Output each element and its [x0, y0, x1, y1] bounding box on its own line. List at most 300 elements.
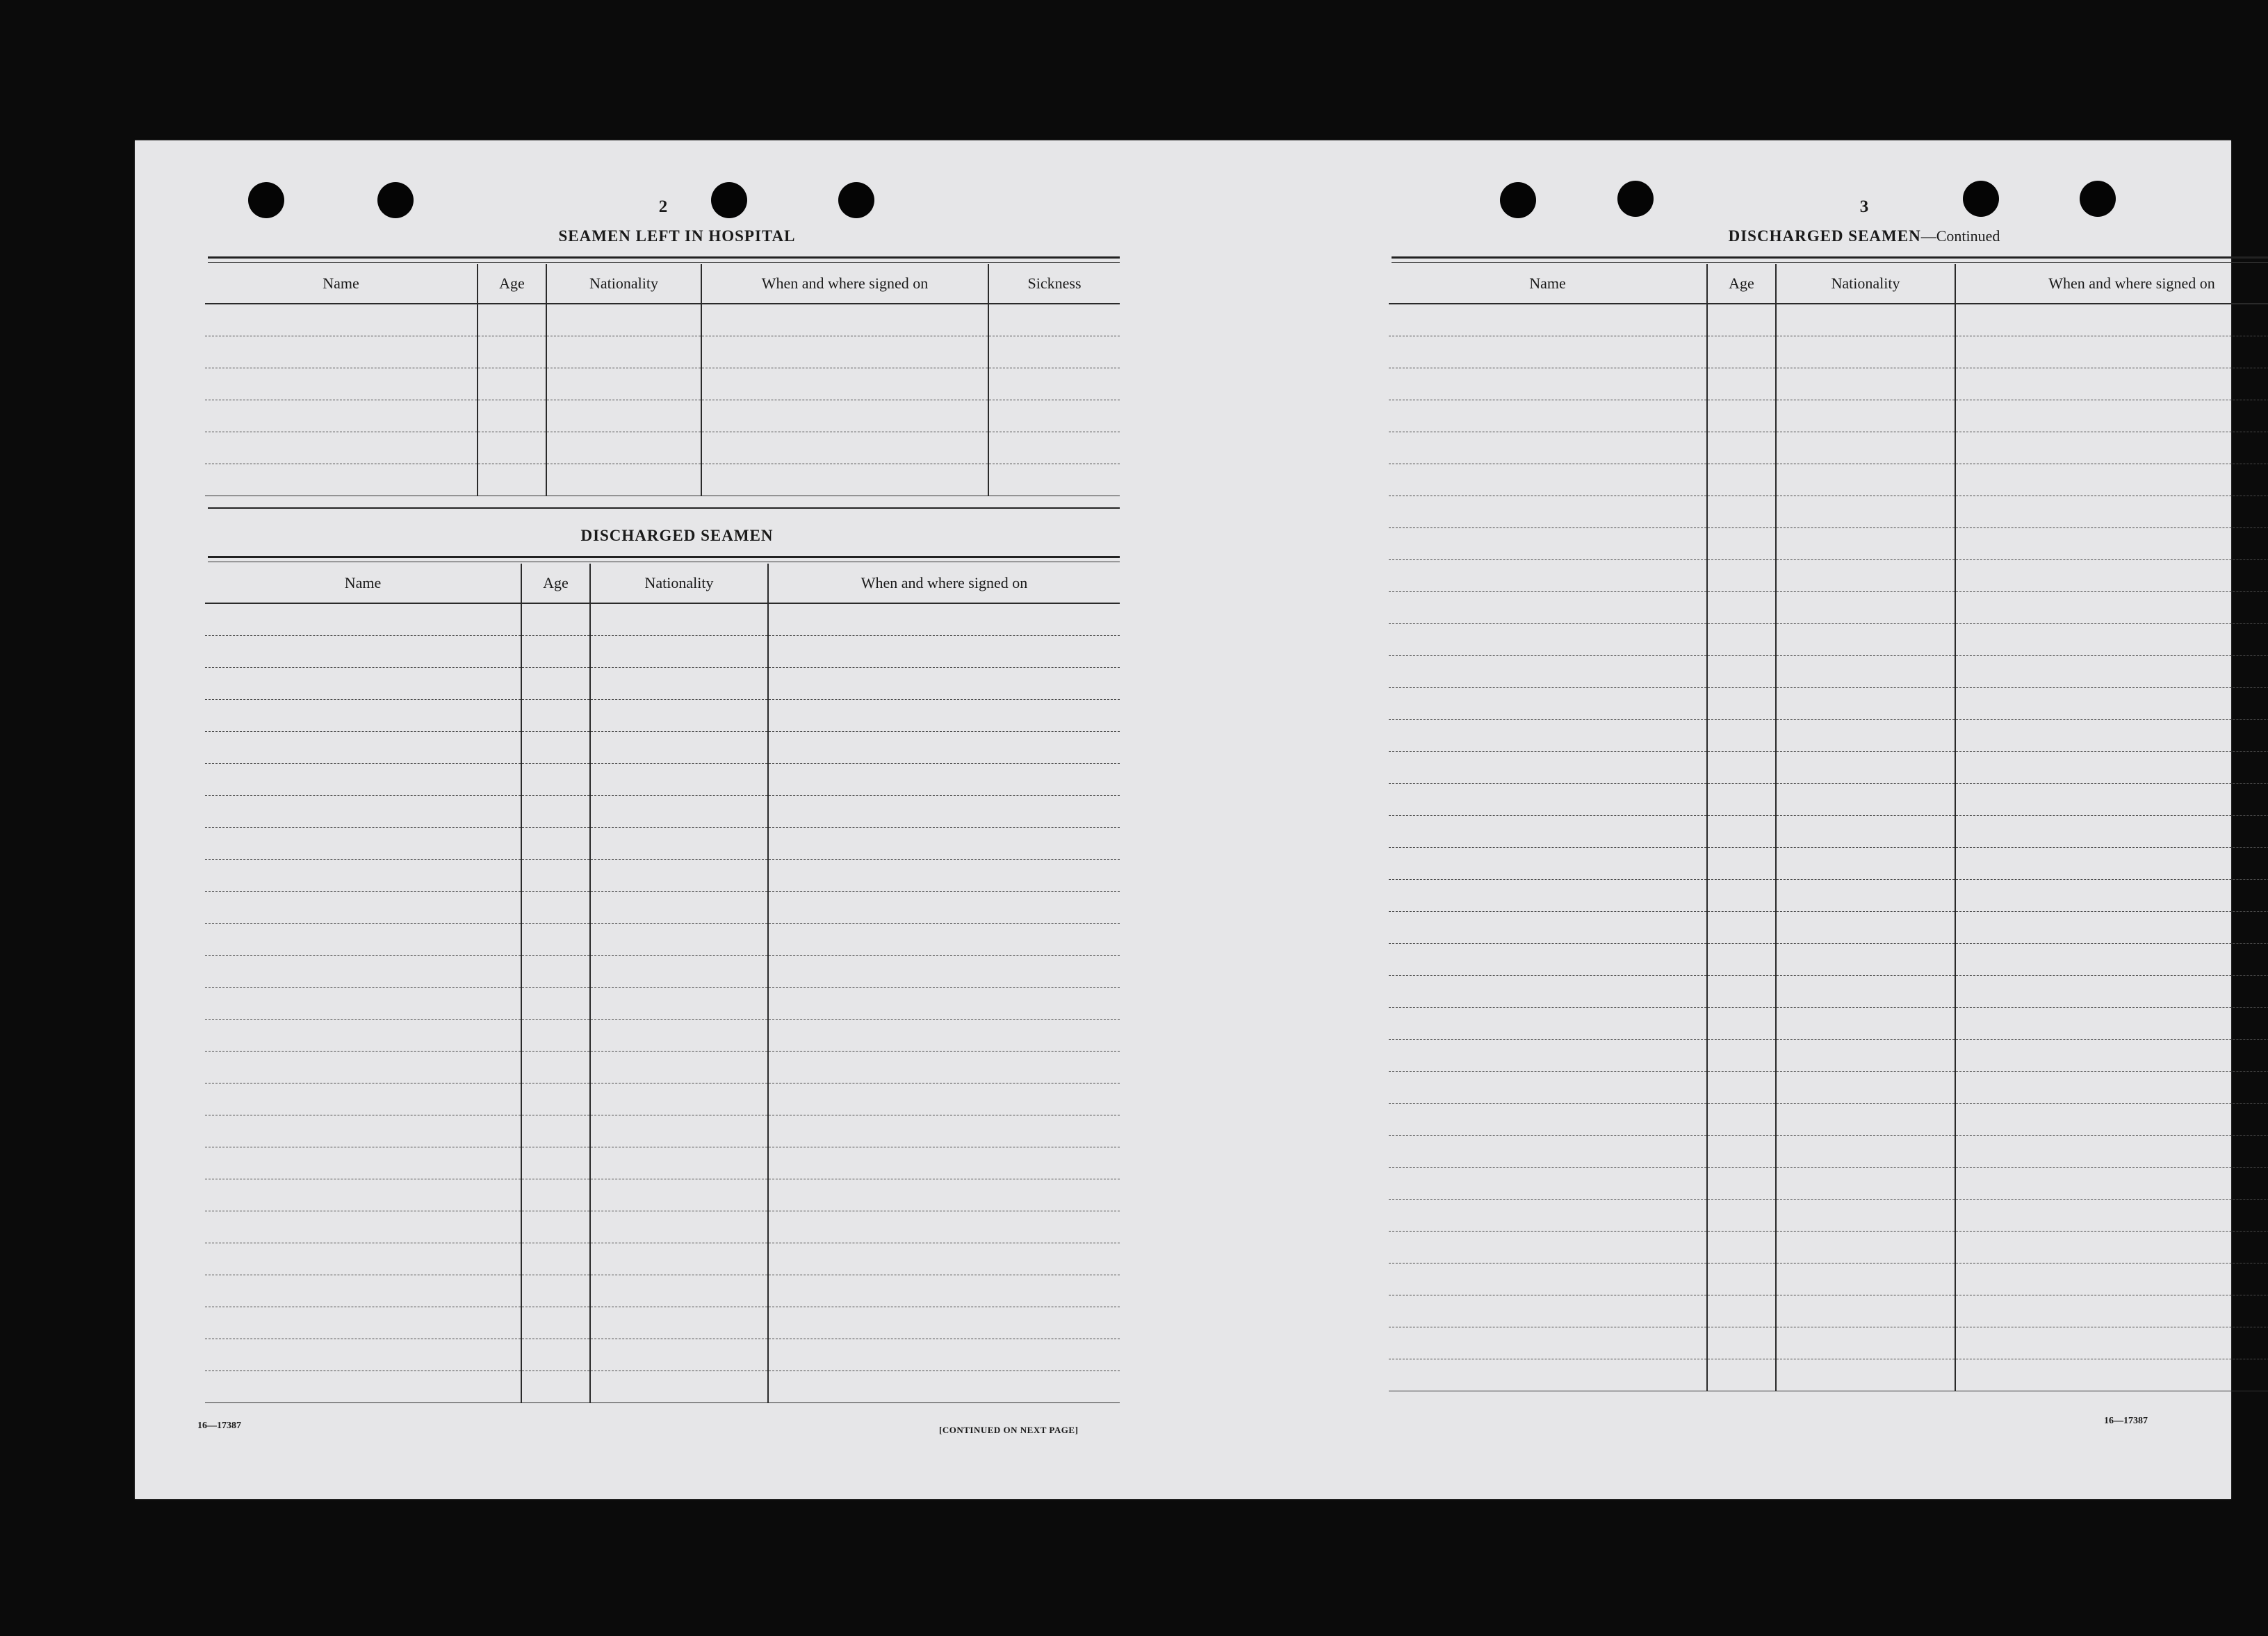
table-row	[205, 432, 1120, 464]
signed-on-cell[interactable]	[768, 1052, 1120, 1083]
nationality-cell[interactable]	[590, 1115, 768, 1147]
name-cell[interactable]	[1389, 336, 1707, 368]
age-cell[interactable]	[1707, 1072, 1776, 1104]
signed-on-cell[interactable]	[1955, 528, 2268, 560]
age-cell[interactable]	[1707, 688, 1776, 720]
signed-on-cell[interactable]	[768, 1307, 1120, 1339]
rule	[1392, 256, 2268, 259]
table-row	[1389, 528, 2268, 560]
age-cell[interactable]	[1707, 816, 1776, 848]
name-cell[interactable]	[205, 860, 521, 892]
signed-on-cell[interactable]	[1955, 816, 2268, 848]
signed-on-cell[interactable]	[1955, 336, 2268, 368]
age-cell[interactable]	[478, 336, 546, 368]
table-row	[1389, 1008, 2268, 1040]
age-cell[interactable]	[1707, 1200, 1776, 1232]
name-cell[interactable]	[1389, 1072, 1707, 1104]
name-cell[interactable]	[1389, 816, 1707, 848]
age-cell[interactable]	[521, 860, 590, 892]
name-cell[interactable]	[1389, 1232, 1707, 1263]
table-row	[205, 988, 1120, 1020]
age-cell[interactable]	[521, 956, 590, 988]
nationality-cell[interactable]	[590, 1307, 768, 1339]
signed-on-cell[interactable]	[768, 1211, 1120, 1243]
age-cell[interactable]	[478, 368, 546, 400]
signed-on-cell[interactable]	[768, 1179, 1120, 1211]
signed-on-cell[interactable]	[1955, 1168, 2268, 1200]
age-cell[interactable]	[1707, 336, 1776, 368]
age-cell[interactable]	[1707, 848, 1776, 880]
signed-on-cell[interactable]	[1955, 1200, 2268, 1232]
sickness-cell[interactable]	[988, 432, 1120, 464]
signed-on-cell[interactable]	[768, 764, 1120, 796]
name-cell[interactable]	[1389, 304, 1707, 336]
table-row	[1389, 816, 2268, 848]
signed-on-cell[interactable]	[1955, 720, 2268, 752]
age-cell[interactable]	[521, 1147, 590, 1179]
name-cell[interactable]	[205, 924, 521, 956]
name-cell[interactable]	[1389, 1295, 1707, 1327]
nationality-cell[interactable]	[1776, 976, 1955, 1008]
age-cell[interactable]	[1707, 496, 1776, 528]
signed-on-cell[interactable]	[768, 1339, 1120, 1371]
name-cell[interactable]	[205, 368, 478, 400]
signed-on-cell[interactable]	[1955, 368, 2268, 400]
nationality-cell[interactable]	[590, 1275, 768, 1307]
name-cell[interactable]	[1389, 560, 1707, 592]
nationality-cell[interactable]	[1776, 592, 1955, 624]
age-cell[interactable]	[521, 668, 590, 700]
age-cell[interactable]	[1707, 1359, 1776, 1391]
age-cell[interactable]	[521, 1020, 590, 1052]
name-cell[interactable]	[205, 988, 521, 1020]
signed-on-cell[interactable]	[768, 603, 1120, 636]
nationality-cell[interactable]	[1776, 1327, 1955, 1359]
age-cell[interactable]	[1707, 784, 1776, 816]
name-cell[interactable]	[205, 400, 478, 432]
name-cell[interactable]	[205, 828, 521, 860]
name-cell[interactable]	[1389, 656, 1707, 688]
name-cell[interactable]	[1389, 1200, 1707, 1232]
nationality-cell[interactable]	[590, 603, 768, 636]
signed-on-cell[interactable]	[1955, 1104, 2268, 1136]
name-cell[interactable]	[205, 1371, 521, 1403]
name-cell[interactable]	[205, 764, 521, 796]
age-cell[interactable]	[1707, 880, 1776, 912]
nationality-cell[interactable]	[546, 400, 701, 432]
age-cell[interactable]	[1707, 1168, 1776, 1200]
nationality-cell[interactable]	[1776, 560, 1955, 592]
table-row	[1389, 1168, 2268, 1200]
name-cell[interactable]	[205, 1179, 521, 1211]
table-row	[205, 336, 1120, 368]
nationality-cell[interactable]	[1776, 912, 1955, 944]
signed-on-cell[interactable]	[701, 304, 988, 336]
nationality-cell[interactable]	[590, 828, 768, 860]
signed-on-cell[interactable]	[701, 368, 988, 400]
column-header-nationality: Nationality	[1776, 264, 1955, 304]
name-cell[interactable]	[1389, 528, 1707, 560]
nationality-cell[interactable]	[1776, 432, 1955, 464]
age-cell[interactable]	[1707, 592, 1776, 624]
column-header-sickness: Sickness	[988, 264, 1120, 304]
age-cell[interactable]	[478, 464, 546, 496]
name-cell[interactable]	[1389, 944, 1707, 976]
nationality-cell[interactable]	[1776, 1359, 1955, 1391]
nationality-cell[interactable]	[590, 1243, 768, 1275]
name-cell[interactable]	[205, 1083, 521, 1115]
age-cell[interactable]	[1707, 1104, 1776, 1136]
name-cell[interactable]	[205, 1211, 521, 1243]
signed-on-cell[interactable]	[1955, 1295, 2268, 1327]
age-cell[interactable]	[1707, 1040, 1776, 1072]
name-cell[interactable]	[1389, 464, 1707, 496]
name-cell[interactable]	[205, 1020, 521, 1052]
table-row	[1389, 368, 2268, 400]
nationality-cell[interactable]	[1776, 1232, 1955, 1263]
signed-on-cell[interactable]	[768, 1020, 1120, 1052]
signed-on-cell[interactable]	[1955, 1072, 2268, 1104]
name-cell[interactable]	[205, 956, 521, 988]
nationality-cell[interactable]	[590, 1211, 768, 1243]
age-cell[interactable]	[521, 1275, 590, 1307]
name-cell[interactable]	[1389, 496, 1707, 528]
signed-on-cell[interactable]	[1955, 848, 2268, 880]
signed-on-cell[interactable]	[768, 1275, 1120, 1307]
age-cell[interactable]	[1707, 1327, 1776, 1359]
nationality-cell[interactable]	[1776, 624, 1955, 656]
name-cell[interactable]	[205, 1275, 521, 1307]
rule	[208, 556, 1120, 558]
signed-on-cell[interactable]	[1955, 976, 2268, 1008]
age-cell[interactable]	[478, 400, 546, 432]
age-cell[interactable]	[521, 1243, 590, 1275]
age-cell[interactable]	[1707, 976, 1776, 1008]
table-row	[1389, 464, 2268, 496]
table-row	[205, 1020, 1120, 1052]
name-cell[interactable]	[1389, 1263, 1707, 1295]
age-cell[interactable]	[1707, 464, 1776, 496]
sickness-cell[interactable]	[988, 304, 1120, 336]
age-cell[interactable]	[521, 892, 590, 924]
nationality-cell[interactable]	[590, 1371, 768, 1403]
table-row	[205, 700, 1120, 732]
nationality-cell[interactable]	[590, 988, 768, 1020]
signed-on-cell[interactable]	[701, 336, 988, 368]
age-cell[interactable]	[521, 1115, 590, 1147]
nationality-cell[interactable]	[590, 668, 768, 700]
nationality-cell[interactable]	[590, 796, 768, 828]
nationality-cell[interactable]	[590, 1179, 768, 1211]
name-cell[interactable]	[1389, 688, 1707, 720]
name-cell[interactable]	[1389, 592, 1707, 624]
signed-on-cell[interactable]	[768, 1147, 1120, 1179]
age-cell[interactable]	[1707, 1008, 1776, 1040]
signed-on-cell[interactable]	[1955, 1040, 2268, 1072]
age-cell[interactable]	[521, 1307, 590, 1339]
signed-on-cell[interactable]	[768, 668, 1120, 700]
signed-on-cell[interactable]	[768, 860, 1120, 892]
sickness-cell[interactable]	[988, 368, 1120, 400]
age-cell[interactable]	[521, 636, 590, 668]
nationality-cell[interactable]	[1776, 816, 1955, 848]
signed-on-cell[interactable]	[1955, 880, 2268, 912]
name-cell[interactable]	[1389, 784, 1707, 816]
nationality-cell[interactable]	[590, 1083, 768, 1115]
nationality-cell[interactable]	[1776, 1072, 1955, 1104]
nationality-cell[interactable]	[1776, 1104, 1955, 1136]
age-cell[interactable]	[521, 764, 590, 796]
signed-on-cell[interactable]	[768, 700, 1120, 732]
nationality-cell[interactable]	[1776, 784, 1955, 816]
age-cell[interactable]	[1707, 432, 1776, 464]
age-cell[interactable]	[521, 1179, 590, 1211]
nationality-cell[interactable]	[1776, 1136, 1955, 1168]
age-cell[interactable]	[1707, 400, 1776, 432]
name-cell[interactable]	[205, 1147, 521, 1179]
name-cell[interactable]	[1389, 1040, 1707, 1072]
signed-on-cell[interactable]	[1955, 912, 2268, 944]
age-cell[interactable]	[521, 603, 590, 636]
signed-on-cell[interactable]	[768, 988, 1120, 1020]
age-cell[interactable]	[478, 304, 546, 336]
nationality-cell[interactable]	[546, 368, 701, 400]
nationality-cell[interactable]	[1776, 496, 1955, 528]
name-cell[interactable]	[205, 700, 521, 732]
table-row	[205, 603, 1120, 636]
nationality-cell[interactable]	[590, 732, 768, 764]
nationality-cell[interactable]	[1776, 752, 1955, 784]
table-row	[205, 400, 1120, 432]
signed-on-cell[interactable]	[1955, 432, 2268, 464]
nationality-cell[interactable]	[1776, 720, 1955, 752]
age-cell[interactable]	[521, 988, 590, 1020]
signed-on-cell[interactable]	[1955, 688, 2268, 720]
signed-on-cell[interactable]	[768, 924, 1120, 956]
table-row	[1389, 336, 2268, 368]
nationality-cell[interactable]	[590, 924, 768, 956]
signed-on-cell[interactable]	[1955, 1232, 2268, 1263]
signed-on-cell[interactable]	[768, 1243, 1120, 1275]
signed-on-cell[interactable]	[701, 464, 988, 496]
rule	[208, 507, 1120, 509]
age-cell[interactable]	[521, 924, 590, 956]
table-row	[1389, 848, 2268, 880]
name-cell[interactable]	[205, 1052, 521, 1083]
nationality-cell[interactable]	[1776, 528, 1955, 560]
signed-on-cell[interactable]	[768, 1371, 1120, 1403]
nationality-cell[interactable]	[1776, 1168, 1955, 1200]
name-cell[interactable]	[1389, 1104, 1707, 1136]
age-cell[interactable]	[521, 796, 590, 828]
signed-on-cell[interactable]	[1955, 624, 2268, 656]
nationality-cell[interactable]	[1776, 880, 1955, 912]
signed-on-cell[interactable]	[768, 956, 1120, 988]
discharged-continued-title	[1690, 227, 2038, 245]
nationality-cell[interactable]	[546, 304, 701, 336]
nationality-cell[interactable]	[1776, 688, 1955, 720]
signed-on-cell[interactable]	[768, 796, 1120, 828]
signed-on-cell[interactable]	[1955, 1359, 2268, 1391]
signed-on-cell[interactable]	[768, 1115, 1120, 1147]
name-cell[interactable]	[1389, 1008, 1707, 1040]
table-row	[1389, 400, 2268, 432]
signed-on-cell[interactable]	[1955, 496, 2268, 528]
name-cell[interactable]	[205, 1307, 521, 1339]
nationality-cell[interactable]	[1776, 1295, 1955, 1327]
age-cell[interactable]	[521, 1083, 590, 1115]
signed-on-cell[interactable]	[1955, 752, 2268, 784]
signed-on-cell[interactable]	[768, 1083, 1120, 1115]
sickness-cell[interactable]	[988, 400, 1120, 432]
name-cell[interactable]	[1389, 400, 1707, 432]
age-cell[interactable]	[1707, 1136, 1776, 1168]
name-cell[interactable]	[205, 796, 521, 828]
age-cell[interactable]	[1707, 1232, 1776, 1263]
nationality-cell[interactable]	[590, 1020, 768, 1052]
nationality-cell[interactable]	[1776, 944, 1955, 976]
signed-on-cell[interactable]	[1955, 784, 2268, 816]
signed-on-cell[interactable]	[768, 636, 1120, 668]
name-cell[interactable]	[205, 336, 478, 368]
name-cell[interactable]	[1389, 624, 1707, 656]
signed-on-cell[interactable]	[1955, 592, 2268, 624]
name-cell[interactable]	[205, 603, 521, 636]
table-row	[205, 828, 1120, 860]
table-row	[205, 1243, 1120, 1275]
name-cell[interactable]	[1389, 1168, 1707, 1200]
name-cell[interactable]	[1389, 976, 1707, 1008]
nationality-cell[interactable]	[1776, 400, 1955, 432]
section-title-suffix: —Continued	[1920, 227, 2000, 245]
nationality-cell[interactable]	[590, 636, 768, 668]
nationality-cell[interactable]	[1776, 304, 1955, 336]
name-cell[interactable]	[1389, 1327, 1707, 1359]
column-header-signed-on: When and where signed on	[701, 264, 988, 304]
sickness-cell[interactable]	[988, 336, 1120, 368]
age-cell[interactable]	[521, 700, 590, 732]
age-cell[interactable]	[478, 432, 546, 464]
nationality-cell[interactable]	[1776, 336, 1955, 368]
age-cell[interactable]	[1707, 912, 1776, 944]
age-cell[interactable]	[521, 1052, 590, 1083]
nationality-cell[interactable]	[1776, 1040, 1955, 1072]
signed-on-cell[interactable]	[1955, 1327, 2268, 1359]
name-cell[interactable]	[205, 892, 521, 924]
table-row	[205, 1052, 1120, 1083]
nationality-cell[interactable]	[1776, 1008, 1955, 1040]
age-cell[interactable]	[1707, 944, 1776, 976]
nationality-cell[interactable]	[546, 464, 701, 496]
age-cell[interactable]	[521, 828, 590, 860]
signed-on-cell[interactable]	[768, 732, 1120, 764]
name-cell[interactable]	[1389, 368, 1707, 400]
nationality-cell[interactable]	[590, 956, 768, 988]
name-cell[interactable]	[1389, 432, 1707, 464]
nationality-cell[interactable]	[1776, 848, 1955, 880]
name-cell[interactable]	[205, 668, 521, 700]
name-cell[interactable]	[205, 464, 478, 496]
table-row	[1389, 624, 2268, 656]
nationality-cell[interactable]	[590, 764, 768, 796]
table-row	[205, 464, 1120, 496]
age-cell[interactable]	[1707, 624, 1776, 656]
nationality-cell[interactable]	[590, 1052, 768, 1083]
age-cell[interactable]	[521, 1371, 590, 1403]
age-cell[interactable]	[521, 1339, 590, 1371]
name-cell[interactable]	[205, 1243, 521, 1275]
nationality-cell[interactable]	[1776, 1263, 1955, 1295]
age-cell[interactable]	[1707, 752, 1776, 784]
nationality-cell[interactable]	[590, 1147, 768, 1179]
signed-on-cell[interactable]	[1955, 944, 2268, 976]
signed-on-cell[interactable]	[1955, 656, 2268, 688]
table-row	[1389, 656, 2268, 688]
name-cell[interactable]	[1389, 848, 1707, 880]
name-cell[interactable]	[1389, 912, 1707, 944]
signed-on-cell[interactable]	[768, 828, 1120, 860]
signed-on-cell[interactable]	[1955, 304, 2268, 336]
signed-on-cell[interactable]	[701, 432, 988, 464]
nationality-cell[interactable]	[546, 336, 701, 368]
nationality-cell[interactable]	[1776, 368, 1955, 400]
nationality-cell[interactable]	[590, 1339, 768, 1371]
nationality-cell[interactable]	[590, 860, 768, 892]
name-cell[interactable]	[205, 636, 521, 668]
signed-on-cell[interactable]	[1955, 1263, 2268, 1295]
table-row	[1389, 304, 2268, 336]
name-cell[interactable]	[1389, 1359, 1707, 1391]
age-cell[interactable]	[521, 732, 590, 764]
table-row	[1389, 1327, 2268, 1359]
age-cell[interactable]	[1707, 528, 1776, 560]
age-cell[interactable]	[1707, 368, 1776, 400]
signed-on-cell[interactable]	[1955, 560, 2268, 592]
nationality-cell[interactable]	[590, 700, 768, 732]
signed-on-cell[interactable]	[1955, 464, 2268, 496]
signed-on-cell[interactable]	[1955, 1008, 2268, 1040]
name-cell[interactable]	[205, 1339, 521, 1371]
nationality-cell[interactable]	[546, 432, 701, 464]
signed-on-cell[interactable]	[1955, 1136, 2268, 1168]
nationality-cell[interactable]	[590, 892, 768, 924]
name-cell[interactable]	[1389, 880, 1707, 912]
signed-on-cell[interactable]	[701, 400, 988, 432]
age-cell[interactable]	[521, 1211, 590, 1243]
sickness-cell[interactable]	[988, 464, 1120, 496]
column-header-signed-on: When and where signed on	[1955, 264, 2268, 304]
name-cell[interactable]	[1389, 1136, 1707, 1168]
signed-on-cell[interactable]	[768, 892, 1120, 924]
signed-on-cell[interactable]	[1955, 400, 2268, 432]
nationality-cell[interactable]	[1776, 464, 1955, 496]
name-cell[interactable]	[1389, 720, 1707, 752]
age-cell[interactable]	[1707, 720, 1776, 752]
age-cell[interactable]	[1707, 656, 1776, 688]
table-row	[1389, 496, 2268, 528]
name-cell[interactable]	[205, 432, 478, 464]
nationality-cell[interactable]	[1776, 1200, 1955, 1232]
age-cell[interactable]	[1707, 1295, 1776, 1327]
name-cell[interactable]	[205, 732, 521, 764]
age-cell[interactable]	[1707, 304, 1776, 336]
name-cell[interactable]	[1389, 752, 1707, 784]
age-cell[interactable]	[1707, 1263, 1776, 1295]
name-cell[interactable]	[205, 1115, 521, 1147]
name-cell[interactable]	[205, 304, 478, 336]
nationality-cell[interactable]	[1776, 656, 1955, 688]
age-cell[interactable]	[1707, 560, 1776, 592]
